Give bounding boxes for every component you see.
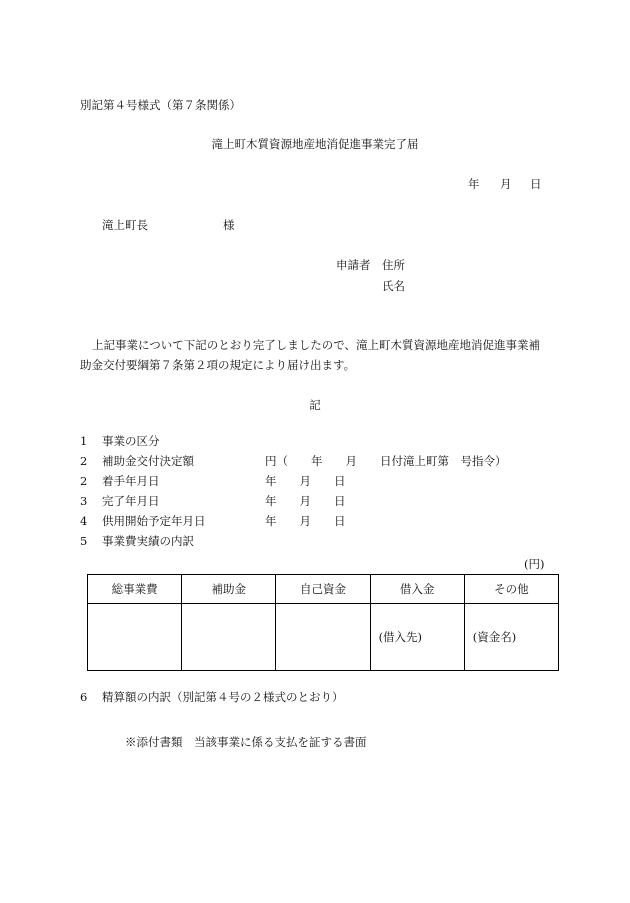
item-label: 補助金交付決定額 [102, 454, 194, 468]
cell-own-funds [276, 604, 370, 671]
attachment-note: ※添付書類 当該事業に係る支払を証する書面 [125, 735, 367, 749]
item-label: 事業の区分 [102, 434, 160, 448]
header-loan: 借入金 [370, 575, 464, 604]
item-label: 供用開始予定年月日 [102, 514, 206, 528]
applicant-label: 申請者 [336, 258, 371, 272]
item-label: 事業費実績の内訳 [102, 534, 194, 548]
header-subsidy: 補助金 [182, 575, 276, 604]
list-item [80, 471, 507, 491]
item-number: 4 [80, 514, 88, 528]
date-day: 日 [530, 177, 542, 191]
cell-loan-source: (借入先) [370, 604, 464, 671]
unit-label: (円) [524, 557, 545, 571]
item-value: 円（ 年 月 日付滝上町第 号指令） [265, 454, 507, 468]
item-value: 年 月 日 [265, 494, 346, 508]
item-number: 5 [80, 534, 88, 548]
list-item [80, 491, 507, 511]
item-number: 2 [80, 454, 88, 468]
date-month: 月 [500, 177, 512, 191]
header-own-funds: 自己資金 [276, 575, 370, 604]
body-text-line-1: 上記事業について下記のとおり完了しましたので、滝上町木質資源地産地消促進事業補 [92, 338, 541, 352]
address-label: 住所 [382, 258, 405, 272]
list-item [80, 451, 507, 471]
item-label: 完了年月日 [102, 494, 160, 508]
addressee-honorific: 様 [223, 218, 235, 232]
header-total-cost: 総事業費 [88, 575, 182, 604]
item-label: 着手年月日 [102, 474, 160, 488]
cell-total-cost [88, 604, 182, 671]
item-value [265, 531, 507, 551]
document-title: 滝上町木質資源地産地消促進事業完了届 [211, 137, 419, 151]
body-text-line-2: 助金交付要綱第７条第２項の規定により届け出ます。 [80, 358, 356, 372]
item-number: 3 [80, 494, 88, 508]
cell-fund-name: (資金名) [464, 604, 558, 671]
header-other: その他 [464, 575, 558, 604]
item-value: 年 月 日 [265, 514, 346, 528]
date-year: 年 [468, 177, 480, 191]
item-number: 2 [80, 474, 88, 488]
expense-table [87, 574, 559, 671]
item-value [265, 431, 507, 451]
name-label: 氏名 [382, 279, 405, 293]
table-row [88, 604, 559, 671]
list-item [80, 531, 507, 551]
cell-subsidy [182, 604, 276, 671]
addressee-name: 滝上町長 [102, 218, 148, 232]
list-item [80, 511, 507, 531]
item-label: 精算額の内訳（別記第４号の２様式のとおり） [102, 690, 344, 704]
item-number: 6 [80, 690, 88, 704]
list-item [80, 431, 507, 451]
item-number: 1 [80, 434, 88, 448]
form-reference: 別記第４号様式（第７条関係） [80, 98, 241, 112]
item-value: 年 月 日 [265, 474, 346, 488]
table-header-row [88, 575, 559, 604]
ki-heading: 記 [309, 398, 321, 412]
items-list [80, 431, 507, 551]
